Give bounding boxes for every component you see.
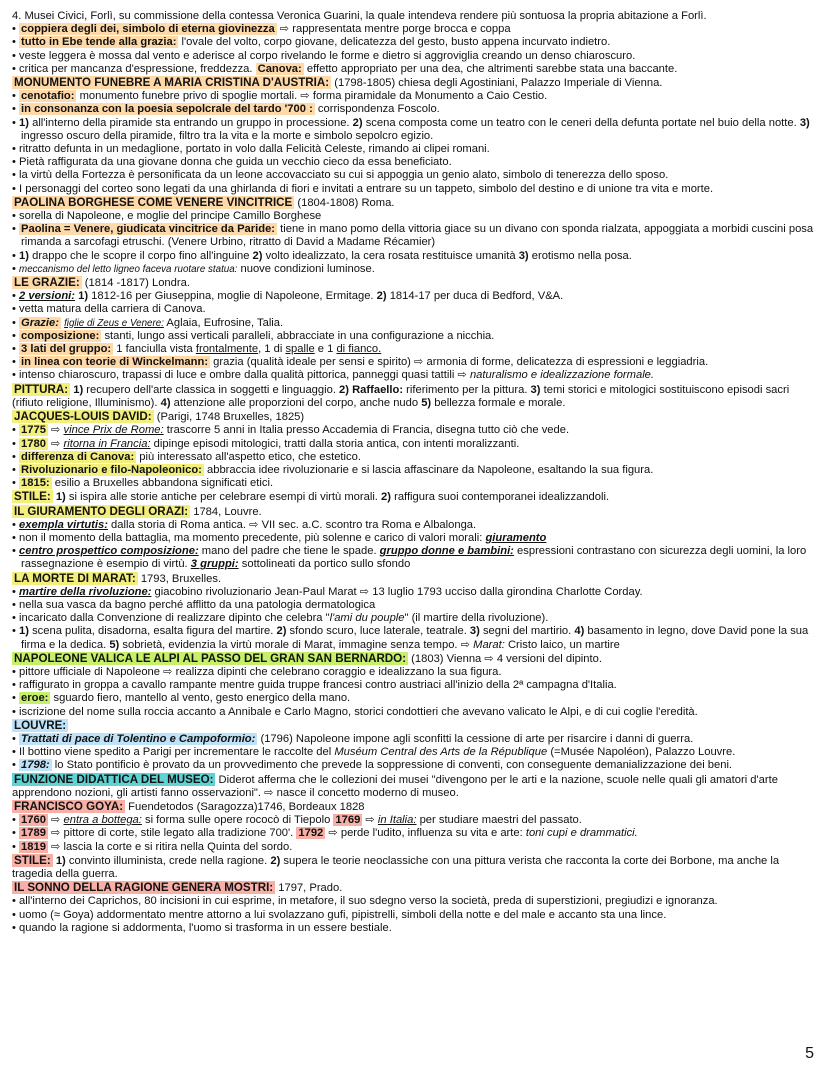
text-segment: all'interno dei Caprichos, 80 incisioni in cui esprime, in metafore, il suo sdegno verso la società, preda di superstizioni, pregiudizi e ignoranza. [19,895,718,908]
highlighted-term: Paolina = Venere, giudicata vincitrice da Paride: [21,223,276,236]
text-segment: 2) [270,854,281,867]
text-segment: raffigura suoi contemporanei idealizzandoli. [390,491,610,504]
highlighted-term: tutto in Ebe tende alla grazia: [21,36,177,49]
bullet-icon: • [12,249,20,262]
bullet-icon: • [12,477,20,490]
text-segment: all'interno della piramide sta entrando un gruppo in processione. [28,116,353,129]
text-segment: naturalismo e idealizzazione formale. [469,369,655,382]
bullet-icon: • [12,49,20,62]
bullet-line [12,210,816,223]
text-segment: incaricato dalla Convenzione di realizzare dipinto che celebra " [19,612,330,625]
text-segment: frontalmente [195,343,259,356]
bullet-icon: • [12,625,20,638]
bullet-line [12,303,816,316]
bullet-line [12,706,816,719]
text-segment: 5) [421,396,432,409]
text-segment: nella sua vasca da bagno perché afflitto da una patologia dermatologica [19,598,376,611]
page-number: 5 [805,1045,814,1062]
bullet-icon: • [12,585,20,598]
text-segment: centro prospettico composizione: [19,545,199,558]
bullet-line [12,23,816,36]
text-segment: martire della rivoluzione: [19,585,152,598]
text-segment: scena pulita, disadorna, esalta figura del martire. [28,625,277,638]
bullet-line [12,63,816,76]
highlighted-term: 3 lati del gruppo: [21,343,112,356]
text-segment: espressioni contrastano con sicurezza degli uomini, la loro rassegnazione è esempio di virtù. [21,545,807,571]
text-segment: 1) [55,854,66,867]
bullet-line [12,343,816,356]
bullet-icon: • [12,895,20,908]
text-segment: 1812-16 per Giuseppina, moglie di Napoleone, Ermitage. [88,290,377,303]
text-segment: lo Stato pontificio è provato da un provvedimento che prevede la soppressione di conventi, con conseguente demanializzazione dei beni. [51,759,733,772]
notes-body [12,10,816,935]
section-heading: FRANCISCO GOYA: [14,799,124,813]
text-segment: uomo (≈ Goya) addormentato mentre attorno a lui svolazzano gufi, pipistrelli, simboli della notte e del male e accanto sta una lince. [19,908,667,921]
text-segment: attenzione alle proporzioni del corpo, anche nudo [170,396,422,409]
bullet-icon: • [12,746,20,759]
bullet-icon: • [12,223,20,236]
text-segment: l'ami du pouple [329,612,405,625]
bullet-line [12,733,816,746]
bullet-line [12,169,816,182]
text-segment: l'ovale del volto, corpo giovane, delicatezza del gesto, busto appena incurvato indietro. [178,36,611,49]
text-segment: ritorna in Francia: [63,437,151,450]
text-segment: , 1 di [258,343,286,356]
bullet-line [12,827,816,840]
bullet-line [12,317,816,330]
text-segment: 1797, Prado. [275,882,343,895]
text-segment: iscrizione del nome sulla roccia accanto a Annibale e Carlo Magno, storici condottieri che avevano valicato le Alpi, e di cui coglie l'eredità. [19,705,698,718]
text-segment: 3) [530,383,541,396]
text-segment: dalla storia di Roma antica. ⇨ VII sec. a.C. scontro tra Roma e Albalonga. [107,518,477,531]
section-heading: LE GRAZIE: [14,276,80,290]
text-segment: 2) [381,491,391,504]
text-line [12,652,816,666]
text-segment: Muséum Central des Arts de la République [334,746,548,759]
text-segment: sfondo scuro, luce laterale, teatrale. [286,625,470,638]
text-segment: (=Musée Napoléon), Palazzo Louvre. [547,746,736,759]
bullet-icon: • [12,545,20,558]
bullet-icon: • [12,840,20,853]
bullet-icon: • [12,518,20,531]
text-line [12,276,816,290]
text-segment: ⇨ [47,424,64,437]
bullet-icon: • [12,210,20,223]
bullet-icon: • [12,303,20,316]
text-segment: 1814-17 per duca di Bedford, V&A. [386,290,564,303]
bullet-icon: • [12,827,20,840]
highlighted-term: eroe: [21,692,49,705]
text-segment: volto idealizzato, la cera rosata restituisce umanità [262,249,519,262]
bullet-line [12,223,816,249]
text-segment: 3 gruppi: [190,558,239,571]
text-segment: più interessato all'aspetto etico, che estetico. [136,450,361,463]
text-segment: scena composta come un teatro con le ceneri della defunta portate nel buio della notte. [362,116,800,129]
highlighted-term: 1775 [21,424,46,437]
bullet-line [12,424,816,437]
text-segment: Pietà raffigurata da una giovane donna che guida un vecchio cieco da essa beneficiato. [19,156,452,169]
bullet-icon: • [12,450,20,463]
text-segment: abbraccia idee rivoluzionarie e si lascia affascinare da Napoleone, esaltando la sua figura. [203,463,654,476]
text-segment: sottolineati da portico sullo sfondo [238,558,411,571]
bullet-line [12,117,816,143]
bullet-icon: • [12,908,20,921]
bullet-line [12,666,816,679]
bullet-icon: • [12,598,20,611]
text-segment: basamento in legno, dove David pone la sua firma e la dedica. [21,625,809,651]
text-line [12,572,816,586]
highlighted-term: 1760 [21,814,46,827]
bullet-line [12,290,816,303]
text-segment: Marat: [473,638,505,651]
text-segment: erotismo nella posa. [528,249,632,262]
bullet-line [12,103,816,116]
bullet-icon: • [12,169,20,182]
text-segment: recupero dell'arte classica in soggetti e linguaggio. [83,383,340,396]
text-line [12,719,816,733]
text-segment: pittore ufficiale di Napoleone ⇨ realizza dipinti che celebrano coraggio e idealizzano la sua figura. [19,665,502,678]
text-segment: 1) [55,491,66,504]
text-segment: sorella di Napoleone, e moglie del principe Camillo Borghese [19,210,322,223]
text-line [12,10,816,23]
section-heading: STILE: [14,490,51,504]
section-heading: IL SONNO DELLA RAGIONE GENERA MOSTRI: [14,881,274,895]
text-line [12,196,816,210]
bullet-line [12,156,816,169]
bullet-line [12,369,816,382]
text-segment: 1) [19,116,29,129]
text-segment: stanti, lungo assi verticali paralleli, abbracciate in una configurazione a nicchia. [101,329,495,342]
bullet-icon: • [12,369,20,382]
text-segment: 1793, Bruxelles. [137,572,222,585]
text-segment: 1) [73,383,84,396]
bullet-line [12,759,816,772]
bullet-line [12,909,816,922]
text-segment: drappo che le scopre il corpo fino all'inguine [28,249,253,262]
text-segment: Fuendetodos (Saragozza)1746, Bordeaux 1828 [125,800,365,813]
section-heading: FUNZIONE DIDATTICA DEL MUSEO: [14,772,214,786]
text-segment: exempla virtutis: [19,518,108,531]
bullet-line [12,356,816,369]
text-segment: riferimento per la pittura. [403,383,531,396]
text-segment: ingresso oscuro della piramide, filtro tra la vita e la morte e simbolo sepolcro egizio. [21,129,434,142]
bullet-icon: • [12,463,20,476]
text-segment: 1) [19,249,29,262]
text-segment: 4. Musei Civici, Forlì, su commissione della contessa Veronica Guarini, la quale intendeva rendere più sontuosa la propria abitazione a Forlì. [12,10,707,22]
bullet-icon: • [12,705,20,718]
bullet-line [12,451,816,464]
bullet-icon: • [12,90,20,103]
bullet-line [12,90,816,103]
highlighted-term: 1769 [335,814,361,827]
bullet-line [12,814,816,827]
bullet-line [12,50,816,63]
bullet-icon: • [12,329,20,342]
text-segment: quando la ragione si addormenta, l'uomo si trasforma in un essere bestiale. [19,921,392,934]
text-segment: 4) [160,396,171,409]
text-segment: ⇨ lascia la corte e si ritira nella Quinta del sordo. [47,840,293,853]
text-segment: 1784, Louvre. [190,505,262,518]
text-segment: toni cupi e drammatici. [525,827,638,840]
bullet-line [12,841,816,854]
text-segment: Aglaia, Eufrosine, Talia. [163,316,284,329]
text-segment: vetta matura della carriera di Canova. [19,303,206,316]
section-heading: PITTURA: [14,382,69,396]
text-line [12,881,816,895]
bullet-line [12,250,816,263]
text-segment: ⇨ rappresentata mentre porge brocca e coppa [276,23,511,36]
text-segment: 2 versioni: [19,290,75,303]
bullet-icon: • [12,156,20,169]
text-segment: ⇨ [362,814,378,827]
text-segment: corrispondenza Foscolo. [314,103,440,116]
bullet-icon: • [12,103,20,116]
text-segment: ⇨ [47,437,64,450]
text-segment: ritratto defunta in un medaglione, portato in volo dalla Felicità Celeste, rimando ai clipei romani. [19,143,490,156]
text-segment: " (il martire della rivoluzione). [404,612,549,625]
bullet-icon: • [12,182,20,195]
text-segment: (1798-1805) chiesa degli Agostiniani, Palazzo Imperiale di Vienna. [331,77,663,90]
text-segment: grazia (qualità ideale per sensi e spirito) ⇨ armonia di forme, delicatezza di espressioni e leggiadria. [210,356,709,369]
bullet-line [12,519,816,532]
text-segment: figlie di Zeus e Venere: [64,317,164,329]
text-segment: Il bottino viene spedito a Parigi per incrementare le raccolte del [19,746,335,759]
bullet-line [12,545,816,571]
bullet-line [12,895,816,908]
text-segment: esilio a Bruxelles abbandona significati etici. [51,477,274,490]
text-line [12,410,816,424]
text-segment: 1 fanciulla vista [113,343,196,356]
text-line [12,854,816,881]
bullet-line [12,438,816,451]
text-segment: veste leggera è mossa dal vento e aderisce al corpo rivelando le forme e dietro si aggroviglia creando un denso chiaroscuro. [19,49,636,62]
bullet-icon: • [12,679,20,692]
bullet-line [12,586,816,599]
text-segment: ⇨ perde l'udito, influenza su vita e arte: [325,827,526,840]
bullet-icon: • [12,262,20,275]
text-segment: monumento funebre privo di spoglie mortali. ⇨ forma piramidale da Monumento a Caio Cestio. [76,90,548,103]
text-segment: ⇨ pittore di corte, stile legato alla tradizione 700'. [47,827,297,840]
text-segment: convinto illuminista, crede nella ragione. [65,854,271,867]
text-segment: mano del padre che tiene le spade. [198,545,380,558]
section-heading: LOUVRE: [14,718,67,732]
text-segment: entra a bottega: [63,814,142,827]
text-segment: (1803) Vienna ⇨ 4 versioni del dipinto. [408,652,602,665]
text-segment: I personaggi del corteo sono legati da una ghirlanda di fiori e invitati a entrare su un tappeto, simbolo del destino e di unione tra vita e morte. [19,182,714,195]
text-segment: nuove condizioni luminose. [237,262,375,275]
text-segment: effetto appropriato per una dea, che altrimenti sarebbe stata una baccante. [303,62,678,75]
bullet-line [12,330,816,343]
bullet-icon: • [12,814,20,827]
highlighted-term: 1780 [21,437,46,450]
bullet-icon: • [12,343,20,356]
bullet-line [12,477,816,490]
bullet-line [12,612,816,625]
bullet-line [12,532,816,545]
text-segment: ⇨ [47,814,64,827]
bullet-icon: • [12,23,20,36]
section-heading: STILE: [14,853,51,867]
text-segment: e 1 [314,343,337,356]
text-segment: 2) Raffaello: [339,383,404,396]
text-segment: critica per mancanza d'espressione, freddezza. [19,62,256,75]
highlighted-term: 1792 [298,827,324,840]
bullet-line [12,746,816,759]
text-line [12,505,816,519]
text-segment: (1804-1808) Roma. [294,196,395,209]
bullet-icon: • [12,62,20,75]
text-segment: 4) [574,625,585,638]
bullet-line [12,599,816,612]
highlighted-term: 1815: [21,477,50,490]
text-segment: tiene in mano pomo della vittoria giace su un divano con sponda rialzata, appoggiata a morbidi cuscini posa rimanda a sarcofagi etruschi. (Venere Urbino, ritratto di David a Madame Récamier) [21,223,814,249]
highlighted-term: 1798: [21,759,50,772]
text-segment: trascorre 5 anni in Italia presso Accademia di Francia, disegna tutto ciò che vede. [163,424,570,437]
bullet-icon: • [12,692,20,705]
text-segment: 1) [19,625,29,638]
bullet-icon: • [12,356,20,369]
text-segment: 3) [469,625,480,638]
section-heading: NAPOLEONE VALICA LE ALPI AL PASSO DEL GRAN SAN BERNARDO: [14,651,407,665]
highlighted-term: Trattati di pace di Tolentino e Campoformio: [21,732,256,745]
text-segment: 5) [109,638,120,651]
text-segment: giacobino rivoluzionario Jean-Paul Marat ⇨ 13 luglio 1793 ucciso dalla girondina Charlotte Corday. [151,585,643,598]
text-segment: gruppo donne e bambini: [379,545,514,558]
highlighted-term: Rivoluzionario e filo-Napoleonico: [21,463,202,476]
text-segment: segni del martirio. [479,625,575,638]
bullet-line [12,625,816,651]
section-heading: MONUMENTO FUNEBRE A MARIA CRISTINA D'AUSTRIA: [14,76,330,90]
bullet-icon: • [12,116,20,129]
text-line [12,490,816,504]
bullet-line [12,263,816,276]
text-segment: bellezza formale e morale. [431,396,566,409]
bullet-icon: • [12,732,20,745]
highlighted-term: coppiera degli dei, simbolo di eterna giovinezza [21,23,275,36]
section-heading: PAOLINA BORGHESE COME VENERE VINCITRICE [14,195,293,209]
bullet-icon: • [12,921,20,934]
text-line [12,76,816,90]
highlighted-term: Canova: [257,62,302,75]
text-segment: intenso chiaroscuro, trapassi di luce e ombre dalla qualità pittorica, panneggi quasi tattili ⇨ [19,369,470,382]
text-segment: (Parigi, 1748 Bruxelles, 1825) [153,411,305,424]
text-segment: 2) [352,116,363,129]
bullet-line [12,143,816,156]
highlighted-term: differenza di Canova: [21,450,135,463]
highlighted-term: Grazie: [21,316,59,329]
highlighted-term: in linea con teorie di Winckelmann: [21,356,209,369]
bullet-icon: • [12,316,20,329]
bullet-line [12,692,816,705]
text-segment: 3) [799,116,810,129]
bullet-icon: • [12,143,20,156]
text-segment: in Italia: [377,814,417,827]
highlighted-term: 1819 [21,840,46,853]
highlighted-term: composizione: [21,329,100,342]
bullet-line [12,679,816,692]
bullet-icon: • [12,424,20,437]
section-heading: LA MORTE DI MARAT: [14,571,136,585]
text-segment: 2) [252,249,263,262]
bullet-icon: • [12,665,20,678]
highlighted-term: in consonanza con la poesia sepolcrale del tardo '700 : [21,103,313,116]
text-segment: 2) [376,290,387,303]
text-segment: la virtù della Fortezza è personificata da un leone accovacciato su cui si appoggia un genio alato, simbolo di tenerezza dello sposo. [19,169,669,182]
text-segment: si forma sulle opere rococò di Tiepolo [141,814,334,827]
text-line [12,773,816,800]
section-heading: JACQUES-LOUIS DAVID: [14,410,152,424]
text-segment: temi storici e mitologici sostituiscono episodi sacri (rifiuto religione, Illuminismo). [12,383,790,409]
text-segment: (1814 -1817) Londra. [81,277,190,290]
text-line [12,800,816,814]
bullet-line [12,464,816,477]
text-segment: giuramento [485,531,547,544]
text-segment: per studiare maestri del passato. [416,814,582,827]
bullet-icon: • [12,531,20,544]
bullet-line [12,922,816,935]
bullet-line [12,36,816,49]
text-segment: 1) [78,290,89,303]
text-segment: supera le teorie neoclassiche con una pittura verista che racconta la corte dei Borbone, ma anche la tragedia della guerra. [12,854,780,880]
text-segment: meccanismo del letto ligneo faceva ruotare statua: [19,263,238,275]
text-segment: si ispira alle storie antiche per celebrare esempi di virtù morali. [65,491,382,504]
bullet-icon: • [12,290,20,303]
text-line [12,383,816,410]
text-segment: Diderot afferma che le collezioni dei musei "divengono per le arti e la nazione, scuole nelle quali gli amatori d'arte apprendono nozioni, gli artisti fanno osservazioni". ⇨ nasce il concetto moderno di museo. [12,773,778,799]
text-segment: 2) [276,625,287,638]
text-segment: Cristo laico, un martire [504,638,620,651]
text-segment: non il momento della battaglia, ma momento precedente, più solenne e carico di valori morali: [19,531,486,544]
bullet-icon: • [12,437,20,450]
text-segment: (1796) Napoleone impone agli sconfitti la cessione di arte per risarcire i danni di guerra. [257,732,694,745]
text-segment: vince Prix de Rome: [63,424,164,437]
text-segment: dipinge episodi mitologici, tratti dalla storia antica, con intenti moralizzanti. [150,437,520,450]
text-segment: sobrietà, evidenzia la virtù morale di Marat, immagine senza tempo. ⇨ [119,638,474,651]
bullet-line [12,183,816,196]
bullet-icon: • [12,36,20,49]
text-segment: sguardo fiero, mantello al vento, gesto energico della mano. [50,692,351,705]
highlighted-term: cenotafio: [21,90,75,103]
section-heading: IL GIURAMENTO DEGLI ORAZI: [14,504,189,518]
text-segment: 3) [518,249,529,262]
text-segment: di fianco. [336,343,382,356]
bullet-icon: • [12,612,20,625]
bullet-icon: • [12,759,20,772]
text-segment: raffigurato in groppa a cavallo rampante mentre guida truppe francesi contro austriaci all'inizio della 2ª campagna d'Italia. [19,679,617,692]
text-segment: spalle [285,343,315,356]
highlighted-term: 1789 [21,827,46,840]
